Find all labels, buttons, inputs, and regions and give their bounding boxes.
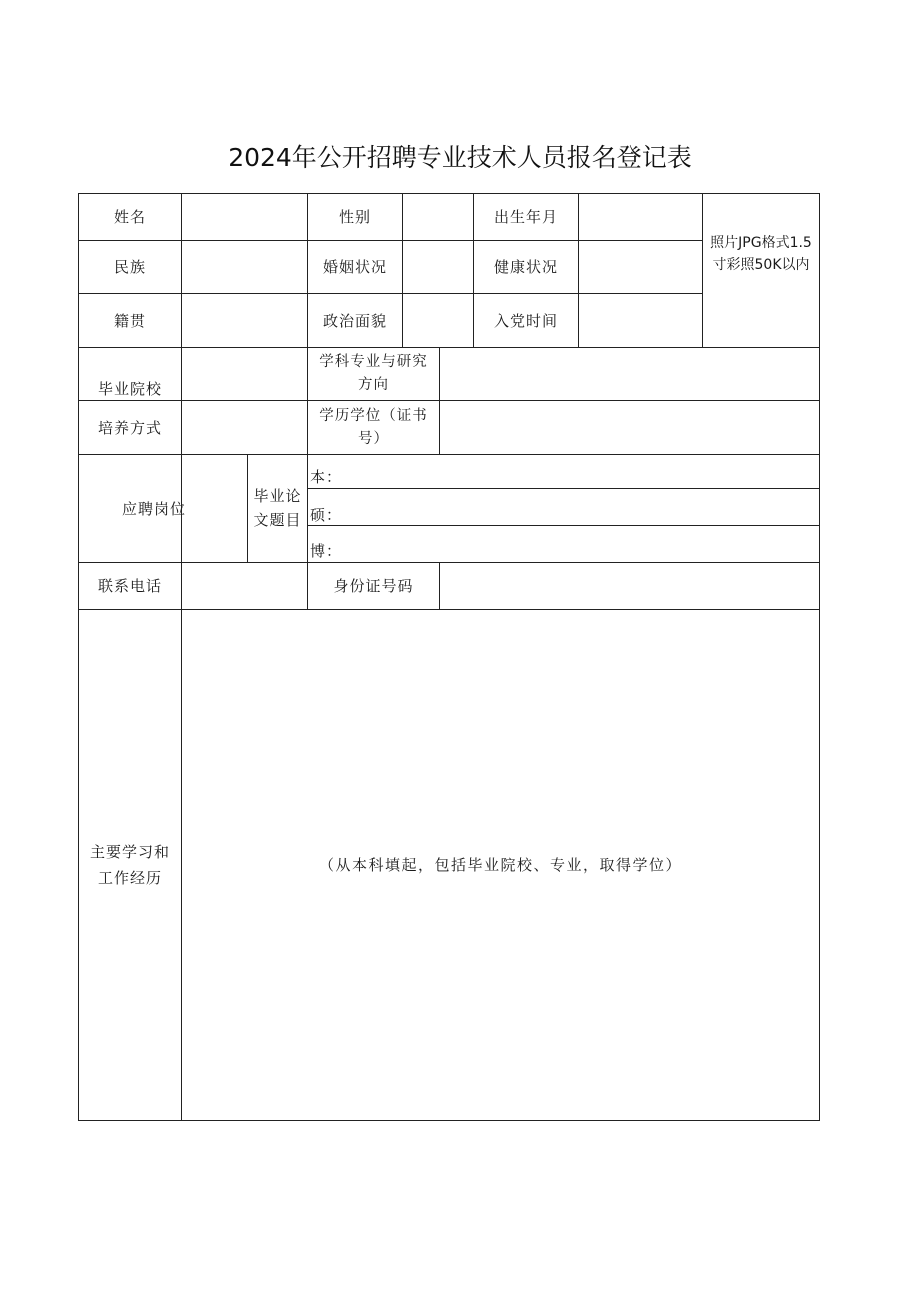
- bachelor-label: 本：: [310, 468, 343, 486]
- political-label: 政治面貌: [322, 311, 387, 330]
- political-field[interactable]: [403, 294, 473, 347]
- marital-field[interactable]: [403, 241, 473, 293]
- id-number-label: 身份证号码: [333, 577, 414, 595]
- ethnicity-field[interactable]: [182, 241, 307, 293]
- school-label: 毕业院校: [97, 379, 162, 398]
- doctor-thesis-field[interactable]: [340, 526, 819, 562]
- training-field[interactable]: [182, 401, 307, 454]
- health-label: 健康状况: [493, 258, 558, 276]
- marital-label: 婚姻状况: [322, 258, 387, 276]
- origin-field[interactable]: [182, 294, 307, 347]
- major-field[interactable]: [440, 348, 819, 400]
- origin-label: 籍贯: [113, 311, 146, 330]
- birth-label: 出生年月: [493, 208, 558, 226]
- grid-line: [819, 193, 820, 1121]
- name-label: 姓名: [113, 208, 146, 226]
- school-field[interactable]: [182, 348, 307, 400]
- master-thesis-field[interactable]: [340, 489, 819, 525]
- phone-field[interactable]: [182, 563, 307, 609]
- doctor-label: 博：: [310, 542, 343, 560]
- form-title: 2024年公开招聘专业技术人员报名登记表: [228, 143, 692, 172]
- party-date-field[interactable]: [579, 294, 702, 347]
- ethnicity-label: 民族: [113, 258, 146, 276]
- birth-field[interactable]: [579, 194, 702, 240]
- gender-field[interactable]: [403, 194, 473, 240]
- grid-line: [78, 1120, 820, 1121]
- master-label: 硕：: [310, 506, 343, 524]
- thesis-label: 毕业论文题目: [253, 487, 302, 529]
- id-number-field[interactable]: [440, 563, 819, 609]
- photo-label: 照片JPG格式1.5寸彩照50K以内: [710, 235, 812, 273]
- name-field[interactable]: [182, 194, 307, 240]
- health-field[interactable]: [579, 241, 702, 293]
- position-field[interactable]: [182, 455, 247, 562]
- gender-label: 性别: [338, 208, 371, 226]
- degree-label: 学历学位（证书号）: [319, 408, 428, 447]
- experience-field[interactable]: （从本科填起，包括毕业院校、专业，取得学位）: [318, 856, 682, 874]
- experience-label: 主要学习和工作经历: [89, 843, 170, 887]
- degree-field[interactable]: [440, 401, 819, 454]
- bachelor-thesis-field[interactable]: [340, 455, 819, 488]
- training-label: 培养方式: [97, 418, 162, 437]
- position-label: 应聘岗位: [121, 499, 186, 518]
- phone-label: 联系电话: [97, 577, 162, 595]
- major-label: 学科专业与研究方向: [319, 354, 428, 393]
- party-date-label: 入党时间: [493, 311, 558, 330]
